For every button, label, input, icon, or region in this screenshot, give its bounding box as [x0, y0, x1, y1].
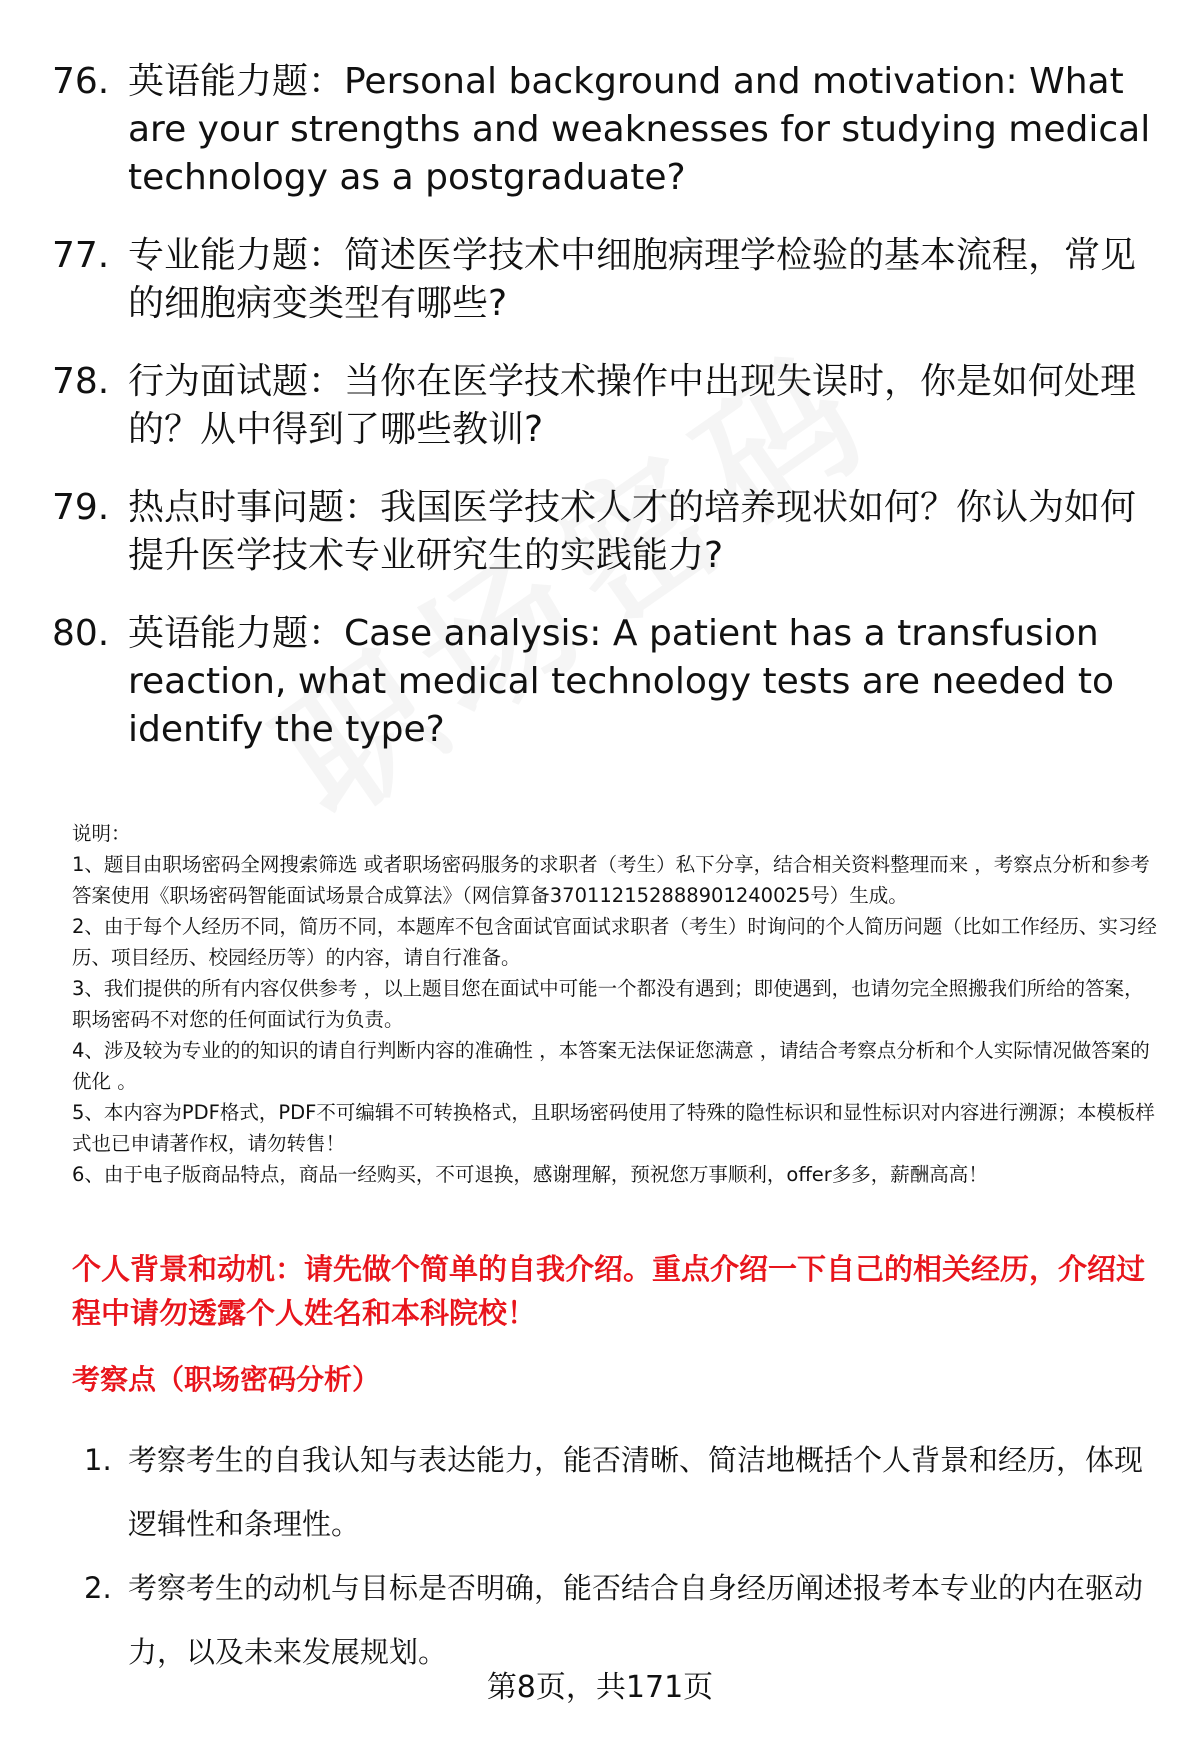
notes-heading: 说明： — [72, 822, 131, 845]
question-text: 英语能力题：Personal background and motivation: What are your strengths and weaknesses for studying medical technology as a postgraduate? — [128, 61, 1151, 198]
question-number: 76. — [52, 61, 110, 102]
question-text: 英语能力题：Case analysis: A patient has a transfusion reaction, what medical technology tests are needed to identify the type? — [128, 613, 1114, 750]
note-item: 3、我们提供的所有内容仅供参考 ，以上题目您在面试中可能一个都没有遇到；即使遇到，也请勿完全照搬我们所给的答案，职场密码不对您的任何面试行为负责。 — [72, 977, 1144, 1031]
point-number: 2. — [84, 1571, 112, 1605]
question-item — [52, 358, 1152, 454]
note-item: 6、由于电子版商品特点，商品一经购买，不可退换，感谢理解，预祝您万事顺利，offer多多，薪酬高高！ — [72, 1163, 988, 1186]
question-item — [52, 58, 1152, 202]
point-text: 考察考生的动机与目标是否明确，能否结合自身经历阐述报考本专业的内在驱动力，以及未来发展规划。 — [128, 1571, 1144, 1669]
intro-question-heading: 个人背景和动机：请先做个简单的自我介绍。重点介绍一下自己的相关经历，介绍过程中请勿透露个人姓名和本科院校！ — [72, 1252, 1146, 1330]
note-item: 1、题目由职场密码全网搜索筛选 或者职场密码服务的求职者（考生）私下分享，结合相关资料整理而来 ，考察点分析和参考答案使用《职场密码智能面试场景合成算法》（网信算备370112152888901240025号）生成。 — [72, 853, 1150, 907]
question-item — [52, 232, 1152, 328]
question-number: 79. — [52, 487, 110, 528]
note-item: 2、由于每个人经历不同，简历不同，本题库不包含面试官面试求职者（考生）时询问的个人简历问题（比如工作经历、实习经历、项目经历、校园经历等）的内容，请自行准备。 — [72, 915, 1157, 969]
analysis-section-title: 考察点（职场密码分析） — [72, 1363, 381, 1396]
notes-section — [72, 818, 1160, 1190]
analysis-point-list — [80, 1428, 1160, 1684]
analysis-point — [80, 1428, 1160, 1556]
point-number: 1. — [84, 1443, 112, 1477]
question-number: 77. — [52, 235, 110, 276]
question-number: 80. — [52, 613, 110, 654]
question-text: 行为面试题：当你在医学技术操作中出现失误时，你是如何处理的？从中得到了哪些教训? — [128, 361, 1137, 450]
question-number: 78. — [52, 361, 110, 402]
analysis-point — [80, 1556, 1160, 1684]
question-text: 专业能力题：简述医学技术中细胞病理学检验的基本流程，常见的细胞病变类型有哪些? — [128, 235, 1137, 324]
question-text: 热点时事问题：我国医学技术人才的培养现状如何？你认为如何提升医学技术专业研究生的实践能力? — [128, 487, 1137, 576]
question-item — [52, 484, 1152, 580]
question-item — [52, 610, 1152, 754]
question-list — [52, 58, 1152, 754]
note-item: 5、本内容为PDF格式，PDF不可编辑不可转换格式，且职场密码使用了特殊的隐性标识和显性标识对内容进行溯源；本模板样式也已申请著作权，请勿转售！ — [72, 1101, 1155, 1155]
note-item: 4、涉及较为专业的的知识的请自行判断内容的准确性 ，本答案无法保证您满意 ，请结合考察点分析和个人实际情况做答案的优化 。 — [72, 1039, 1150, 1093]
point-text: 考察考生的自我认知与表达能力，能否清晰、简洁地概括个人背景和经历，体现逻辑性和条理性。 — [128, 1443, 1144, 1541]
page-footer: 第8页，共171页 — [486, 1670, 714, 1705]
